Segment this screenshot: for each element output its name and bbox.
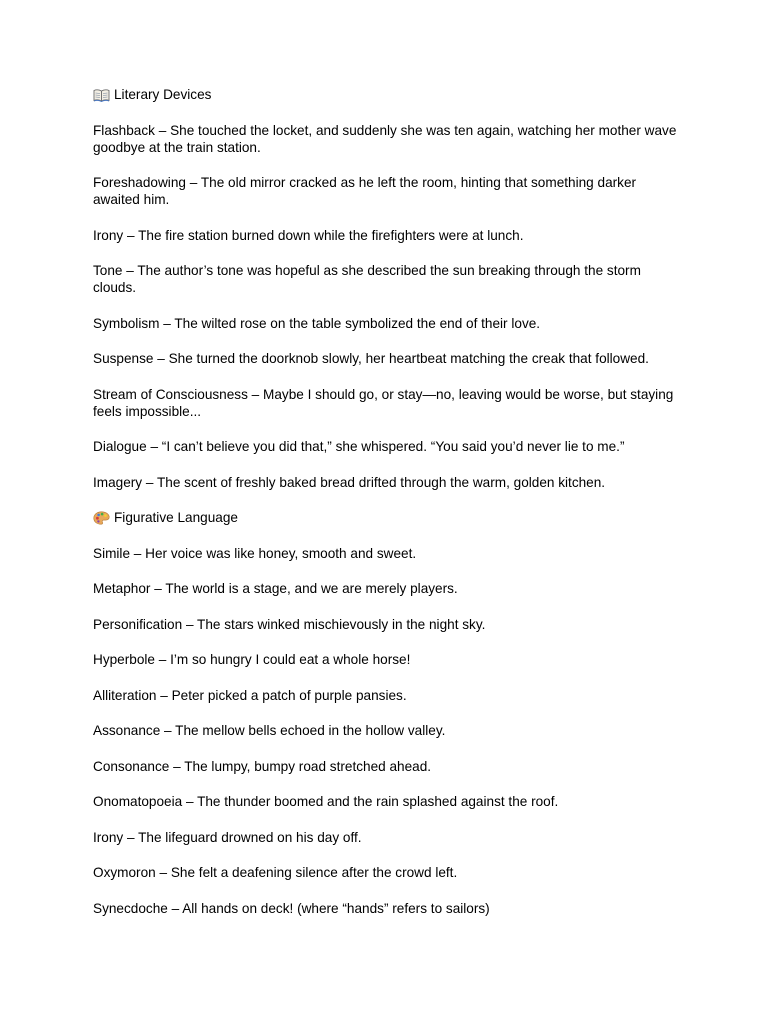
entry-hyperbole: [93, 651, 678, 668]
entry-example: All hands on deck! (where “hands” refers to sailors): [182, 900, 490, 916]
entry-term: Assonance: [93, 723, 161, 738]
entry-term: Tone: [93, 263, 123, 278]
entry-term: Suspense: [93, 351, 154, 366]
entry-foreshadowing: [93, 174, 678, 208]
entry-symbolism: [93, 315, 678, 332]
entry-example: The old mirror cracked as he left the room, hinting that something darker awaited him.: [93, 175, 637, 207]
entry-separator: –: [160, 723, 176, 738]
entry-metaphor: [93, 580, 678, 597]
entry-term: Foreshadowing: [93, 175, 186, 190]
entry-stream-of-consciousness: [93, 386, 678, 420]
entry-term: Simile: [93, 545, 131, 561]
entry-assonance: [93, 722, 678, 739]
entry-term: Stream of Consciousness: [93, 386, 248, 402]
entry-example: The fire station burned down while the firefighters were at lunch.: [138, 227, 524, 243]
section-heading-literary-devices: [93, 86, 678, 103]
entry-term: Personification: [93, 616, 183, 632]
entry-term: Flashback: [93, 122, 155, 138]
section-title: Figurative Language: [114, 510, 238, 525]
entry-separator: –: [130, 545, 146, 561]
entry-separator: –: [154, 122, 171, 138]
entry-tone: [93, 262, 678, 296]
entry-example: The world is a stage, and we are merely players.: [165, 581, 458, 596]
entry-example: The lifeguard drowned on his day off.: [138, 829, 362, 845]
entry-term: Symbolism: [93, 315, 160, 331]
entry-simile: [93, 545, 678, 562]
entry-term: Irony: [93, 227, 124, 243]
entry-separator: –: [182, 794, 198, 809]
entry-example: Her voice was like honey, smooth and sweet.: [145, 545, 417, 561]
entry-separator: –: [247, 386, 264, 402]
entry-separator: –: [169, 758, 185, 774]
entry-example: The author’s tone was hopeful as she described the sun breaking through the storm clouds.: [93, 263, 641, 295]
entry-dialogue: [93, 438, 678, 455]
entry-example: Maybe I should go, or stay—no, leaving would be worse, but staying feels impossible...: [93, 386, 674, 419]
entry-example: She touched the locket, and suddenly she was ten again, watching her mother wave goodbye at the train station.: [93, 122, 677, 155]
entry-separator: –: [155, 865, 171, 880]
entry-example: The mellow bells echoed in the hollow valley.: [175, 723, 446, 738]
document-page: [93, 86, 678, 935]
entry-example: The stars winked mischievously in the night sky.: [197, 616, 486, 632]
entry-separator: –: [123, 227, 139, 243]
entry-separator: –: [182, 616, 198, 632]
entry-imagery: [93, 474, 678, 491]
entry-irony: [93, 227, 678, 244]
entry-separator: –: [156, 687, 172, 703]
entry-term: Dialogue: [93, 439, 147, 454]
entry-example: She turned the doorknob slowly, her heartbeat matching the creak that followed.: [168, 351, 649, 366]
entry-oxymoron: [93, 864, 678, 881]
section-heading-figurative-language: [93, 509, 678, 526]
entry-term: Onomatopoeia: [93, 794, 183, 809]
entry-example: The scent of freshly baked bread drifted through the warm, golden kitchen.: [156, 474, 606, 490]
entry-synecdoche: [93, 900, 678, 917]
entry-example: Peter picked a patch of purple pansies.: [171, 687, 407, 703]
entry-term: Imagery: [93, 474, 143, 490]
entry-example: The lumpy, bumpy road stretched ahead.: [184, 758, 432, 774]
entry-example: She felt a deafening silence after the crowd left.: [170, 865, 458, 880]
entry-term: Synecdoche: [93, 900, 168, 916]
entry-separator: –: [153, 351, 169, 366]
entry-separator: –: [123, 829, 139, 845]
entry-irony-2: [93, 829, 678, 846]
entry-separator: –: [154, 652, 171, 667]
entry-separator: –: [142, 474, 157, 490]
entry-separator: –: [167, 900, 183, 916]
entry-example: “I can’t believe you did that,” she whispered. “You said you’d never lie to me.”: [161, 439, 625, 454]
entry-alliteration: [93, 687, 678, 704]
entry-suspense: [93, 350, 678, 367]
entry-example: The thunder boomed and the rain splashed against the roof.: [197, 794, 559, 809]
entry-flashback: [93, 122, 678, 156]
entry-personification: [93, 616, 678, 633]
entry-separator: –: [146, 439, 162, 454]
entry-term: Metaphor: [93, 581, 151, 596]
entry-example: I’m so hungry I could eat a whole horse!: [170, 652, 411, 667]
entry-term: Consonance: [93, 758, 170, 774]
section-title: Literary Devices: [114, 87, 212, 102]
artist-palette-icon: [93, 511, 110, 525]
entry-separator: –: [159, 315, 175, 331]
entry-term: Hyperbole: [93, 652, 155, 667]
entry-consonance: [93, 758, 678, 775]
entry-separator: –: [185, 175, 201, 190]
entry-term: Oxymoron: [93, 865, 156, 880]
entry-onomatopoeia: [93, 793, 678, 810]
entry-term: Irony: [93, 829, 124, 845]
entry-example: The wilted rose on the table symbolized the end of their love.: [174, 315, 541, 331]
entry-separator: –: [150, 581, 166, 596]
entry-term: Alliteration: [93, 687, 157, 703]
open-book-icon: [93, 88, 110, 102]
entry-separator: –: [122, 263, 138, 278]
